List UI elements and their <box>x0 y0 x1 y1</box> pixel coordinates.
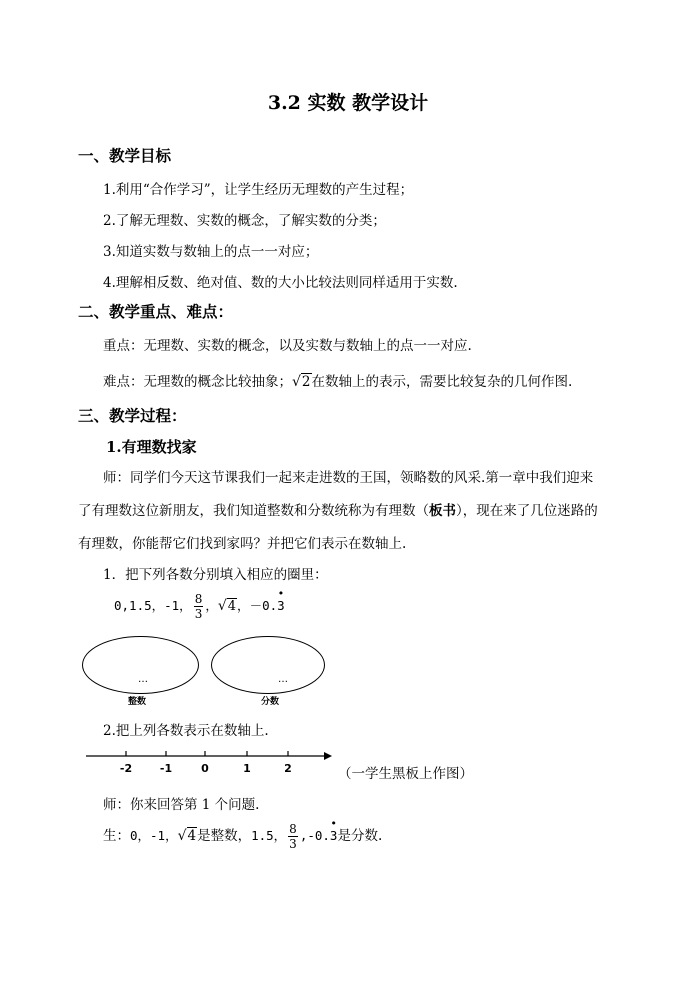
negative-decimal: －0. <box>249 598 278 613</box>
repeating-digit: • 3 <box>277 587 285 613</box>
section-heading-process: 三、教学过程： <box>78 406 187 425</box>
difficulty-text <box>103 370 572 390</box>
objective-item: 1.利用“合作学习”，让学生经历无理数的产生过程； <box>103 182 414 198</box>
axis-tick-label: -1 <box>159 762 173 775</box>
teacher-paragraph-line: 有理数，你能帮它们找到家吗？并把它们表示在数轴上. <box>78 536 407 552</box>
teacher-paragraph-line: 了有理数这位新朋友，我们知道整数和分数统称为有理数（板书），现在来了几位迷路的 <box>78 503 598 519</box>
fraction-eight-thirds-answer: $\frac{8}{3}$ <box>289 822 297 851</box>
fraction-set-label: 分数 <box>261 697 280 707</box>
task-2-text: 2.把上列各数表示在数轴上. <box>103 723 269 739</box>
blackboard-note: 板书 <box>429 503 456 519</box>
sqrt-four: √4 <box>217 598 237 614</box>
difficulty-suffix: 在数轴上的表示，需要比较复杂的几何作图. <box>311 374 573 390</box>
integer-set-label: 整数 <box>128 697 147 707</box>
repeating-digit-answer: • 3 <box>329 817 338 843</box>
axis-note: （一学生黑板上作图） <box>338 766 473 782</box>
objective-item: 2.了解无理数、实数的概念，了解实数的分类； <box>103 213 386 229</box>
sqrt-four-answer: √4 <box>177 828 197 844</box>
section-heading-objectives: 一、教学目标 <box>78 146 172 165</box>
student-answer: 生：0，-1，√4是整数，1.5， $\frac{8}{3}$ ,-0. • 3是分数. <box>103 817 383 851</box>
number-line <box>84 748 334 778</box>
teacher-paragraph-line: 师：同学们今天这节课我们一起来走进数的王国，领略数的风采.第一章中我们迎来 <box>103 470 594 486</box>
section-heading-key-points: 二、教学重点、难点： <box>78 302 234 321</box>
fraction-set-ellipse <box>211 636 325 694</box>
axis-tick-label: 0 <box>201 762 209 775</box>
teacher-question: 师：你来回答第 1 个问题. <box>103 797 260 813</box>
axis-tick-label: 1 <box>243 762 251 775</box>
subheading-rational-home: 1.有理数找家 <box>106 438 197 456</box>
number-list: 0,1.5，-1， $\frac{8}{3}$ ，√4，－0. • 3 <box>114 587 285 621</box>
page-title: 3.2 实数 教学设计 <box>267 92 429 114</box>
key-point-text: 重点：无理数、实数的概念，以及实数与数轴上的点一一对应. <box>103 338 472 354</box>
number-list-prefix: 0,1.5，-1， <box>114 598 192 613</box>
fraction-eight-thirds: $\frac{8}{3}$ <box>194 592 203 621</box>
sqrt-two: √2 <box>292 374 311 390</box>
difficulty-prefix: 难点：无理数的概念比较抽象； <box>103 374 292 390</box>
arrow-right-icon <box>324 752 332 760</box>
objective-item: 4.理解相反数、绝对值、数的大小比较法则同样适用于实数. <box>103 275 458 291</box>
axis-tick-label: -2 <box>119 762 133 775</box>
fraction-set-dots: … <box>278 674 288 685</box>
objective-item: 3.知道实数与数轴上的点一一对应； <box>103 244 319 260</box>
integer-set-dots: … <box>138 674 148 685</box>
axis-tick-label: 2 <box>284 762 292 775</box>
task-1-text: 1．把下列各数分别填入相应的圈里： <box>103 567 328 583</box>
integer-set-ellipse <box>82 636 199 694</box>
